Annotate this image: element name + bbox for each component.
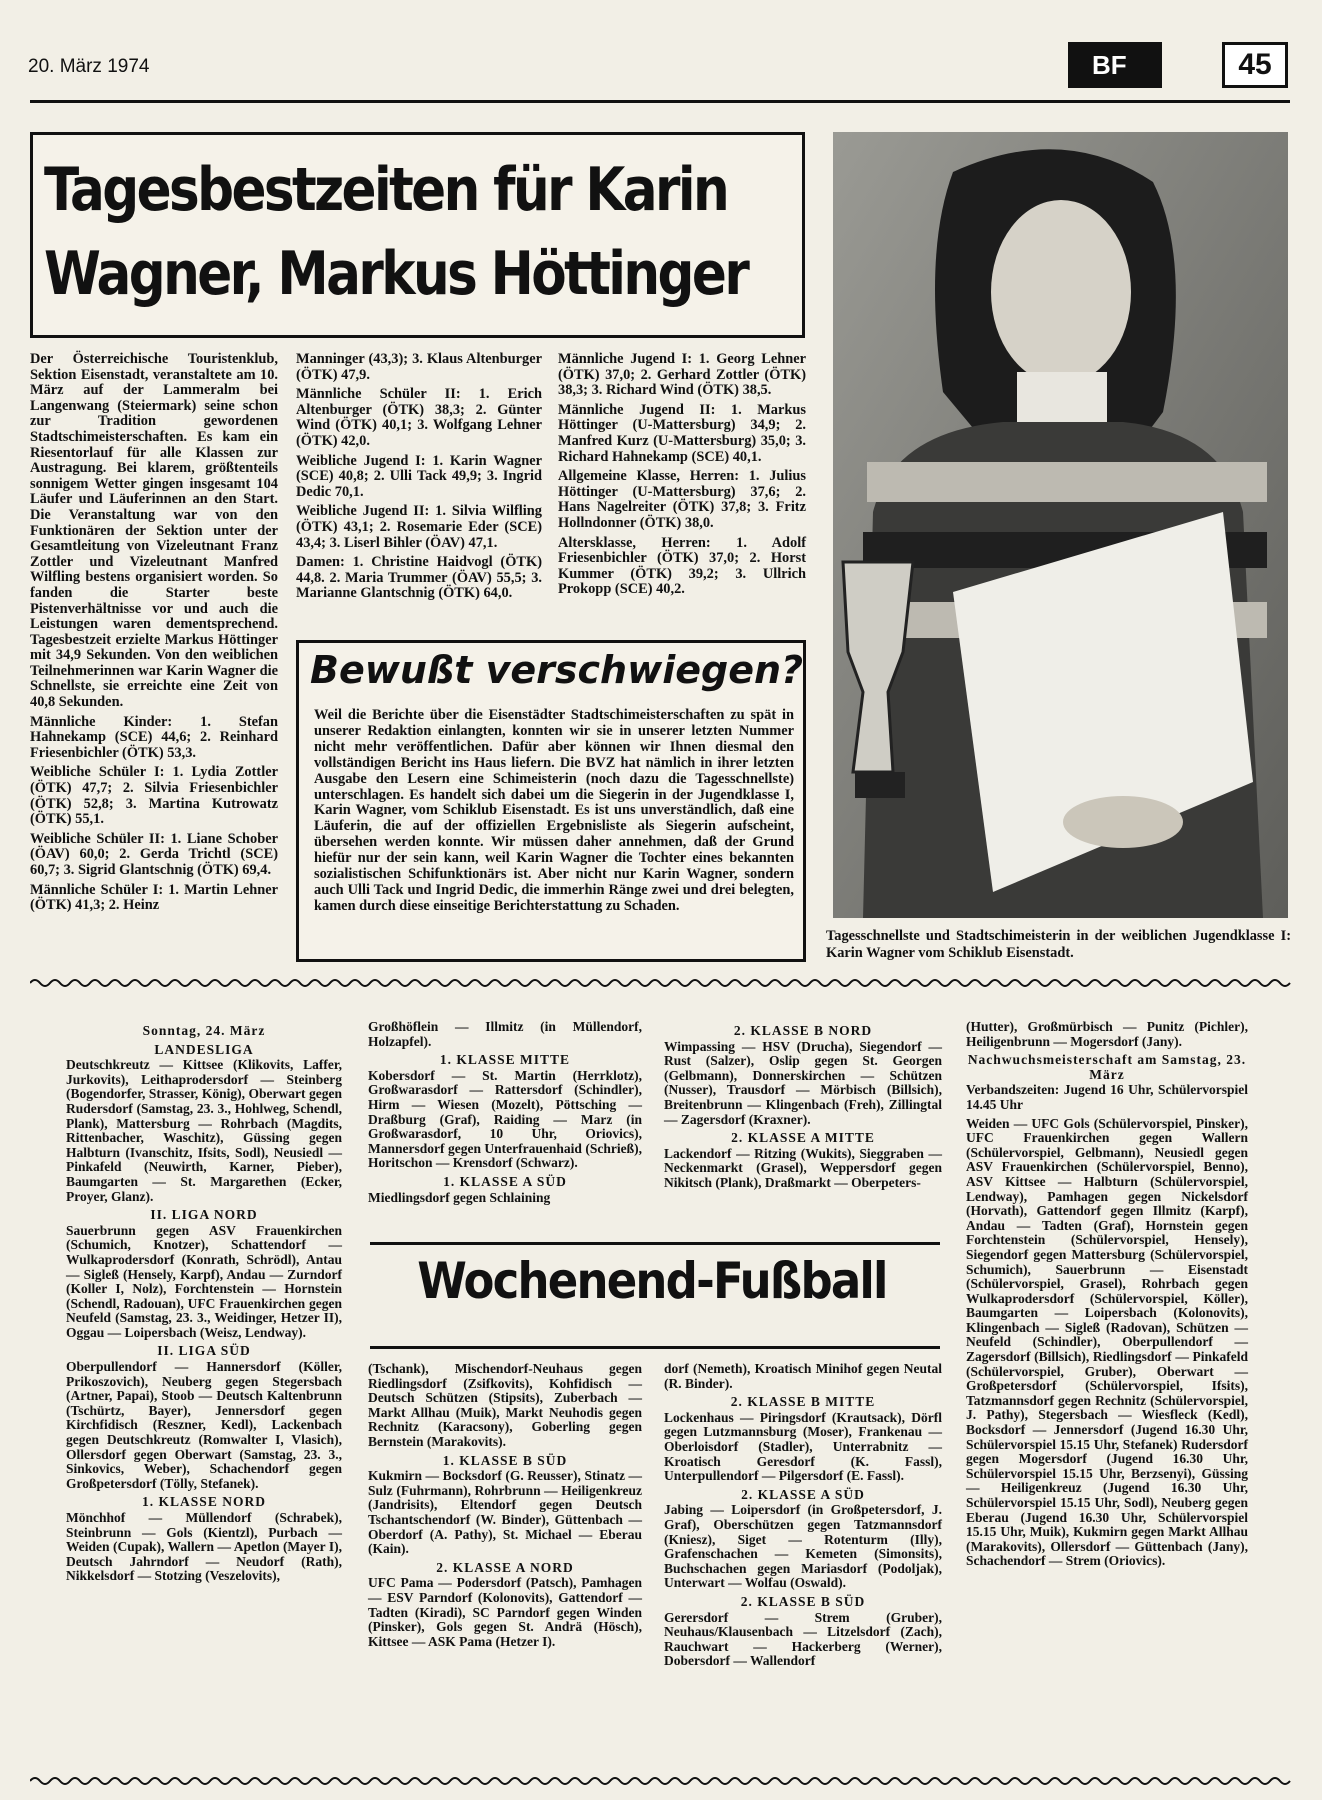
result-entry: Männliche Schüler II: 1. Erich Altenburger (ÖTK) 38,3; 2. Günter Wind (ÖTK) 40,1; 3. Wolfgang Lehner (ÖTK) 42,0. <box>296 386 542 449</box>
league-heading: Sonntag, 24. März <box>142 1023 266 1038</box>
fixture-list: Miedlingsdorf gegen Schlaining <box>368 1189 551 1205</box>
football-column-2-bottom <box>368 1362 642 1653</box>
result-entry: Weibliche Jugend I: 1. Karin Wagner (SCE) 40,8; 2. Ulli Tack 49,9; 3. Ingrid Dedic 70,1. <box>296 452 542 500</box>
wavy-line <box>30 977 1292 989</box>
article-intro: Der Österreichische Touristenklub, Sektion Eisenstadt, veranstaltete am 10. März auf der Lammeralm bei Langenwang (Steiermark) seine schon zur Tradition gewordenen Stadtschimeisterschaften. Es kam ein Riesentorlauf für alle Klassen zur Austragung. Bei klarem, größtenteils sonnigem Wetter gingen insgesamt 104 Läufer und Läuferinnen an den Start. Die Veranstaltung war von den Funktionären der Sektion unter der Gesamtleitung von Vizeleutnant Franz Zottler und Vizeleutnant Manfred Wilfling bestens organisiert worden. So fanden die Starter beste Pistenverhältnisse vor und auch die Leistungen waren dementsprechend. Tagesbestzeit erzielte Markus Höttinger mit 34,9 Sekunden. Von den weiblichen Teilnehmerinnen war Karin Wagner die Schnellste, sie erreichte eine Zeit von 40,8 Sekunden. <box>30 351 278 711</box>
title-rule-bottom <box>370 1346 940 1349</box>
result-entry: Weibliche Schüler I: 1. Lydia Zottler (ÖTK) 47,7; 2. Silvia Friesenbichler (ÖTK) 52,8; 3. Martina Kutrowatz (ÖTK) 55,1. <box>30 764 278 828</box>
league-heading: LANDESLIGA <box>154 1041 254 1057</box>
football-column-2-top <box>368 1020 642 1209</box>
result-entry: Manninger (43,3); 3. Klaus Altenburger (ÖTK) 47,9. <box>296 351 542 383</box>
fixture-list: dorf (Nemeth), Kroatisch Minihof gegen Neutal (R. Binder). <box>664 1361 942 1391</box>
result-entry: Damen: 1. Christine Haidvogl (ÖTK) 44,8. 2. Maria Trummer (ÖAV) 55,5; 3. Marianne Glantschnig (ÖTK) 64,0. <box>296 554 542 602</box>
result-entry: Männliche Jugend II: 1. Markus Höttinger (U-Mattersburg) 34,9; 2. Manfred Kurz (U-Mattersburg) 35,0; 3. Richard Hahnekamp (SCE) 40,1. <box>558 401 806 465</box>
league-heading: 1. KLASSE B SÜD <box>442 1452 568 1468</box>
league-heading: 1. KLASSE NORD <box>142 1494 266 1510</box>
league-heading: Nachwuchsmeisterschaft am Samstag, 23. März <box>967 1052 1247 1082</box>
league-heading: 2. KLASSE A MITTE <box>731 1130 875 1146</box>
issue-date: 20. März 1974 <box>28 56 150 77</box>
football-column-4 <box>966 1020 1248 1573</box>
league-heading: II. LIGA NORD <box>150 1207 258 1223</box>
bottom-wavy-border <box>30 1774 1292 1786</box>
football-title: Wochenend-Fußball <box>417 1252 887 1310</box>
fixture-list: Wimpassing — HSV (Drucha), Siegendorf — Rust (Salzer), Oslip gegen St. Georgen (Gelbmann), Donnerskirchen — Schützen (Nusser), Trausdorf — Mörbisch (Billsich), Breitenbrunn — Klingenbach (Freh), Zillingtal — Zagersdorf (Kraxner). <box>664 1038 942 1127</box>
fixture-list: Gerersdorf — Strem (Gruber), Neuhaus/Klausenbach — Litzelsdorf (Zach), Rauchwart — Hackerberg (Werner), Dobersdorf — Wallendorf <box>664 1609 942 1669</box>
result-entry: Allgemeine Klasse, Herren: 1. Julius Höttinger (U-Mattersburg) 37,6; 2. Hans Nagelreiter (ÖTK) 37,8; 3. Fritz Hollndonner (ÖTK) 38,0. <box>558 468 806 531</box>
title-rule-top <box>370 1242 940 1245</box>
fixture-list: Mönchhof — Müllendorf (Schrabek), Steinbrunn — Gols (Kientzl), Purbach — Weiden (Cupak), Wallern — Apetlon (Mayer I), Deutsch Jahrndorf — Neudorf (Rath), Nikkelsdorf — Stotzing (Veszelovits), <box>66 1510 342 1584</box>
fixture-list: Großhöflein — Illmitz (in Müllendorf, Holzapfel). <box>368 1019 642 1049</box>
fixture-list: Sauerbrunn gegen ASV Frauenkirchen (Schumich, Knotzer), Schattendorf — Wulkaprodersdorf (Konrath, Schrödl), Antau — Sigleß (Hensely, Karpf), Andau — Zurndorf (Koller I, Nolz), Forchtenstein — Hornstein (Schendl, Radouan), UFC Frauenkirchen gegen Neufeld (Samstag, 23. 3., Weidinger, Hetzer II), Oggau — Loipersbach (Weisz, Lendway). <box>66 1222 342 1340</box>
fixture-list: (Tschank), Mischendorf-Neuhaus gegen Riedlingsdorf (Zsifkovits), Kohfidisch — Deutsch Schützen (Stipsits), Zuberbach — Markt Allhau (Muik), Markt Neuhodis gegen Rechnitz (Karacsony), Goberling gegen Bernstein (Marakovits). <box>368 1361 642 1449</box>
fixture-list: Verbandszeiten: Jugend 16 Uhr, Schülervorspiel 14.45 Uhr <box>966 1082 1248 1112</box>
editorial-title: Bewußt verschwiegen? <box>310 648 804 692</box>
result-entry: Männliche Jugend I: 1. Georg Lehner (ÖTK) 37,0; 2. Gerhard Zottler (ÖTK) 38,3; 3. Richard Wind (ÖTK) 38,5. <box>558 351 806 399</box>
header-rule <box>30 100 1290 103</box>
photo-illustration <box>833 132 1288 918</box>
football-column-3-top <box>664 1020 942 1195</box>
fixture-list: Oberpullendorf — Hannersdorf (Köller, Prikoszovich), Neuberg gegen Stegersbach (Artner, Papai), Stoob — Deutsch Kaltenbrunn (Tschürtz, Bayer), Jennersdorf gegen Kirchfidisch (Reszner, Kedl), Lackenbach gegen Deutschkreutz (Romwalter I, Vlasich), Ollersdorf gegen Oberwart (Samstag, 23. 3., Sinkovics, Weber), Schachendorf gegen Großpetersdorf (Tölly, Stefanek). <box>66 1359 342 1491</box>
league-heading: 1. KLASSE MITTE <box>439 1052 571 1068</box>
article-column-2 <box>296 352 542 606</box>
fixture-list: Kukmirn — Bocksdorf (G. Reusser), Stinatz — Sulz (Fuhrmann), Rohrbrunn — Heiligenkreuz (Jandrisits), Eltendorf gegen Deutsch Tschantschendorf (W. Binder), Güttenbach — Oberdorf (A. Pathy), St. Michael — Eberau (Kain). <box>368 1468 642 1557</box>
fixture-list: Lackendorf — Ritzing (Wukits), Sieggraben — Neckenmarkt (Grasel), Weppersdorf gegen Nikitsch (Plank), Draßmarkt — Oberpeters- <box>664 1145 942 1190</box>
article-column-1 <box>30 352 278 918</box>
football-column-3-bottom <box>664 1362 942 1673</box>
section-tag: BF <box>1068 42 1162 88</box>
top-wavy-border <box>30 976 1292 988</box>
football-column-1 <box>66 1020 342 1588</box>
result-entry: Altersklasse, Herren: 1. Adolf Friesenbichler (ÖTK) 37,0; 2. Horst Kummer (ÖTK) 39,2; 3. Ullrich Prokopp (SCE) 40,2. <box>558 534 806 598</box>
editorial-text: Weil die Berichte über die Eisenstädter Stadtschimeisterschaften zu spät in unserer Redaktion einlangten, konnten wir sie in unserer letzten Nummer nicht mehr veröffentlichen. Dafür aber können wir Ihnen diesmal den vollständigen Bericht ins Haus liefern. Die BVZ hat nämlich in ihrer letzten Ausgabe den Lesern eine Schimeisterin (noch dazu die Tagesschnellste) unterschlagen. Es handelt sich dabei um die Siegerin in der Jugendklasse I, Karin Wagner, vom Schiklub Eisenstadt. Es ist uns unverständlich, daß eine Läuferin, die auf der offiziellen Ergebnisliste als Siegerin aufscheint, übersehen werden konnte. Wir müssen daher annehmen, daß der Grund hiefür nur der sein kann, weil Karin Wagner die Tochter eines bekannten sozialistischen Schifunktionärs ist. Aber nicht nur Karin Wagner, sondern auch Ulli Tack und Ingrid Dedic, die immerhin Ränge zwei und drei belegten, kamen durch diese einseitige Berichterstattung zu Schaden. <box>314 707 794 914</box>
fixture-list: Weiden — UFC Gols (Schülervorspiel, Pinsker), UFC Frauenkirchen gegen Wallern (Schülervorspiel, Gelbmann), Neusiedl gegen ASV Frauenkirchen (Schülervorspiel, Benno), ASV Kittsee — Halbturn (Schülervorspiel, Lendway), Pamhagen gegen Nickelsdorf (Horvath), Gattendorf gegen Illmitz (Karpf), Andau — Tadten (Graf), Hornstein gegen Forchtenstein (Schülervorspiel, Hensely), Siegendorf gegen Mattersburg (Schülervorspiel, Schumich), Sauerbrunn — Eisenstadt (Schülervorspiel, Grasel), Rohrbach gegen Wulkaprodersdorf (Schülervorspiel, Köller), Baumgarten — Loipersbach (Kolonovits), Klingenbach — Sigleß (Radovan), Schützen — Neufeld (Schindler), Oberpullendorf — Zagersdorf (Billsich), Riedlingsdorf — Pinkafeld (Schülervorspiel, Gruber), Oberwart — Großpetersdorf (Schülervorspiel, Ifsits), Tatzmannsdorf gegen Rechnitz (Schülervorspiel, J. Pathy), Stegersbach — Wiesfleck (Kedl), Bocksdorf — Jennersdorf (Jugend 16.30 Uhr, Schülervorspiel 15.15 Uhr, Stefanek) Rudersdorf gegen Mogersdorf (Jugend 16.30 Uhr, Schülervorspiel 15.15 Uhr, Berzsenyi), Güssing — Heiligenkreuz (Jugend 16.30 Uhr, Schülervorspiel 15.15 Uhr, Sodl), Neuberg gegen Eberau (Jugend 16.30 Uhr, Schülervorspiel 15.15 Uhr, Muik), Kukmirn gegen Markt Allhau (Marakovits), Ollersdorf — Güttenbach (Jany), Schachendorf — Strem (Oriovics). <box>966 1115 1248 1569</box>
result-entry: Männliche Schüler I: 1. Martin Lehner (ÖTK) 41,3; 2. Heinz <box>30 881 278 914</box>
result-entry: Weibliche Jugend II: 1. Silvia Wilfling (ÖTK) 43,1; 2. Rosemarie Eder (SCE) 43,4; 3. Liserl Bihler (ÖAV) 47,1. <box>296 503 542 551</box>
fixture-list: Lockenhaus — Piringsdorf (Krautsack), Dörfl gegen Lutzmannsburg (Moser), Frankenau — Oberloisdorf (Stadler), Unterrabnitz — Kroatisch Geresdorf (K. Fassl), Unterpullendorf — Pilgersdorf (E. Fassl). <box>664 1409 942 1484</box>
fixture-list: (Hutter), Großmürbisch — Punitz (Pichler), Heiligenbrunn — Mogersdorf (Jany). <box>966 1019 1248 1049</box>
fixture-list: Kobersdorf — St. Martin (Herrklotz), Großwarasdorf — Rattersdorf (Schindler), Hirm — Wiesen (Mozelt), Pöttsching — Draßburg (Graf), Raiding — Marz (in Großwarasdorf, 10 Uhr, Oriovics), Mannersdorf gegen Unterfrauenhaid (Schrieß), Horitschon — Krensdorf (Schwarz). <box>368 1067 642 1171</box>
article-headline <box>44 148 748 316</box>
league-heading: II. LIGA SÜD <box>157 1343 251 1359</box>
fixture-list: UFC Pama — Podersdorf (Patsch), Pamhagen — ESV Parndorf (Kolonovits), Gattendorf — Tadten (Kiradi), SC Parndorf gegen Winden (Pinsker), Gols gegen St. Andrä (Hösch), Kittsee — ASK Pama (Hetzer I). <box>368 1575 642 1649</box>
league-heading: 2. KLASSE B NORD <box>733 1023 873 1038</box>
league-heading: 2. KLASSE A SÜD <box>741 1486 865 1502</box>
page-number: 45 <box>1222 42 1288 88</box>
headline-line-1: Tagesbestzeiten für Karin <box>44 155 728 225</box>
article-column-3 <box>558 352 806 602</box>
result-entry: Männliche Kinder: 1. Stefan Hahnekamp (SCE) 44,6; 2. Reinhard Friesenbichler (ÖTK) 53,3. <box>30 713 278 761</box>
league-heading: 2. KLASSE B SÜD <box>740 1593 866 1609</box>
result-entry: Weibliche Schüler II: 1. Liane Schober (ÖAV) 60,0; 2. Gerda Trichtl (SCE) 60,7; 3. Sigrid Glantschnig (ÖTK) 69,4. <box>30 830 278 878</box>
league-heading: 1. KLASSE A SÜD <box>443 1173 567 1189</box>
fixture-list: Deutschkreutz — Kittsee (Klikovits, Laffer, Jurkovits), Leithaprodersdorf — Steinberg (Bogendorfer, Strasser, König), Oberwart gegen Rudersdorf (Samstag, 23. 3., Hohlweg, Schendl, Plank), Mattersburg — Rohrbach (Magdits, Rittenbacher, Waschitz), Güssing gegen Halbturn (Ivanschitz, Ifsits, Sodl), Neusiedl — Pinkafeld (Neuwirth, Karner, Pieber), Baumgarten — St. Margarethen (Ecker, Proyer, Glanz). <box>66 1057 342 1204</box>
photo-karin-wagner <box>833 132 1288 918</box>
fixture-list: Jabing — Loipersdorf (in Großpetersdorf, J. Graf), Oberschützen gegen Tatzmannsdorf (Kniesz), Siget — Rotenturm (Illy), Grafenschachen — Kemeten (Simonsits), Buchschachen gegen Mariasdorf (Podoljak), Unterwart — Wolfau (Oswald). <box>664 1502 942 1591</box>
wavy-line <box>30 1775 1292 1787</box>
photo-caption: Tagesschnellste und Stadtschimeisterin in der weiblichen Jugendklasse I: Karin Wagner vom Schiklub Eisenstadt. <box>826 928 1291 961</box>
league-heading: 2. KLASSE B MITTE <box>730 1394 876 1410</box>
headline-line-2: Wagner, Markus Höttinger <box>44 239 748 309</box>
league-heading: 2. KLASSE A NORD <box>436 1559 574 1575</box>
